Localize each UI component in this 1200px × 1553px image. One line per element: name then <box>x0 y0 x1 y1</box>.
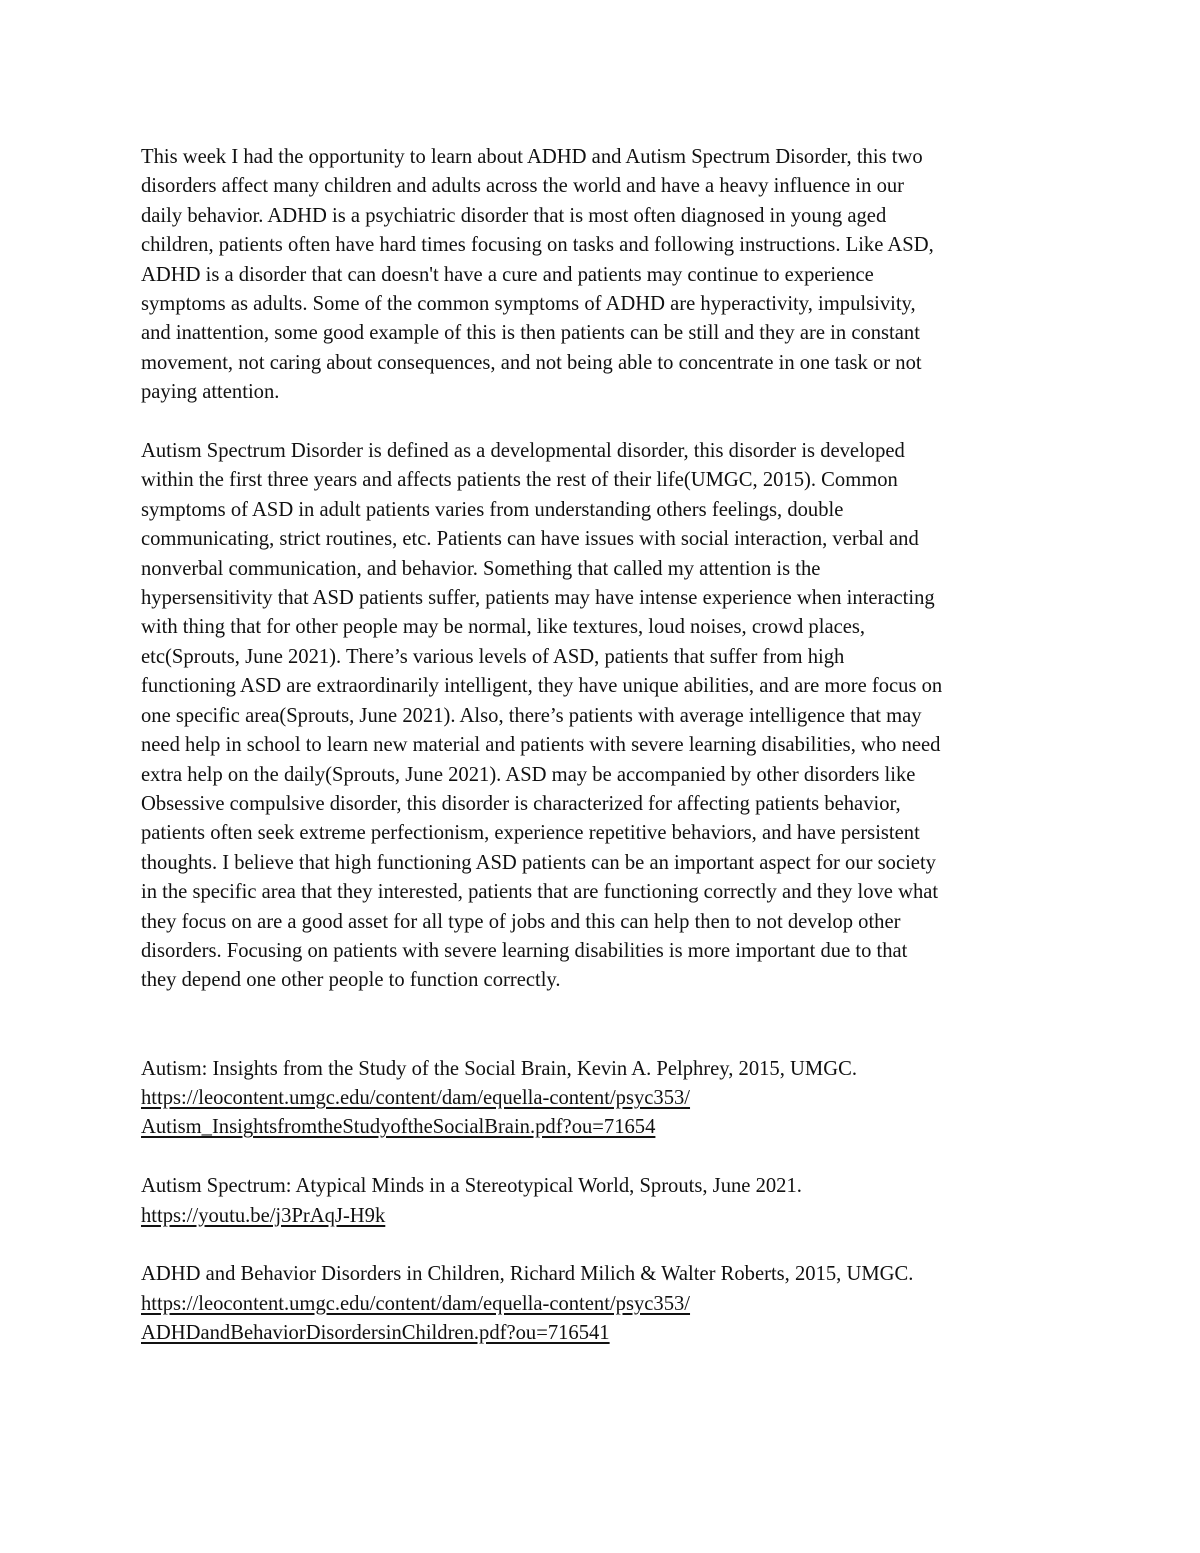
reference-3 <box>141 1260 1076 1348</box>
text-line: daily behavior. ADHD is a psychiatric disorder that is most often diagnosed in young aged <box>141 204 887 227</box>
reference-link[interactable]: https://leocontent.umgc.edu/content/dam/equella-content/psyc353/ <box>141 1292 691 1315</box>
text-line: paying attention. <box>141 381 280 404</box>
paragraph-adhd <box>141 143 1076 408</box>
reference-link[interactable]: https://youtu.be/j3PrAqJ-H9k <box>141 1204 386 1227</box>
reference-citation: ADHD and Behavior Disorders in Children, Richard Milich & Walter Roberts, 2015, UMGC. <box>141 1263 914 1286</box>
text-line: children, patients often have hard times focusing on tasks and following instructions. Like ASD, <box>141 234 934 257</box>
text-line: etc(Sprouts, June 2021). There’s various levels of ASD, patients that suffer from high <box>141 645 845 668</box>
reference-1 <box>141 1055 1076 1143</box>
reference-spacer <box>141 1231 1076 1260</box>
text-line: disorders. Focusing on patients with severe learning disabilities is more important due to that <box>141 939 908 962</box>
text-line: patients often seek extreme perfectionism, experience repetitive behaviors, and have persistent <box>141 822 920 845</box>
text-line: within the first three years and affects patients the rest of their life(UMGC, 2015). Common <box>141 469 898 492</box>
paragraph-asd <box>141 437 1076 996</box>
reference-link[interactable]: ADHDandBehaviorDisordersinChildren.pdf?ou=716541 <box>141 1322 610 1345</box>
text-line: extra help on the daily(Sprouts, June 2021). ASD may be accompanied by other disorders like <box>141 763 916 786</box>
reference-link[interactable]: Autism_InsightsfromtheStudyoftheSocialBrain.pdf?ou=71654 <box>141 1116 656 1139</box>
text-line: hypersensitivity that ASD patients suffer, patients may have intense experience when interacting <box>141 587 935 610</box>
text-line: symptoms as adults. Some of the common symptoms of ADHD are hyperactivity, impulsivity, <box>141 293 916 316</box>
reference-spacer <box>141 1143 1076 1172</box>
text-line: symptoms of ASD in adult patients varies from understanding others feelings, double <box>141 498 844 521</box>
text-line: they focus on are a good asset for all type of jobs and this can help then to not develop other <box>141 910 901 933</box>
text-line: Autism Spectrum Disorder is defined as a developmental disorder, this disorder is developed <box>141 440 905 463</box>
text-line: ADHD is a disorder that can doesn't have a cure and patients may continue to experience <box>141 263 874 286</box>
reference-link[interactable]: https://leocontent.umgc.edu/content/dam/equella-content/psyc353/ <box>141 1086 691 1109</box>
text-line: one specific area(Sprouts, June 2021). Also, there’s patients with average intelligence that may <box>141 704 922 727</box>
text-line: with thing that for other people may be normal, like textures, loud noises, crowd places, <box>141 616 866 639</box>
references-spacer <box>141 996 1076 1055</box>
text-line: This week I had the opportunity to learn about ADHD and Autism Spectrum Disorder, this two <box>141 146 923 168</box>
text-line: and inattention, some good example of this is then patients can be still and they are in constant <box>141 322 920 345</box>
document-body <box>141 143 1076 1349</box>
text-line: in the specific area that they interested, patients that are functioning correctly and they love what <box>141 881 939 904</box>
text-line: Obsessive compulsive disorder, this disorder is characterized for affecting patients behavior, <box>141 792 901 815</box>
reference-citation: Autism Spectrum: Atypical Minds in a Stereotypical World, Sprouts, June 2021. <box>141 1175 802 1198</box>
text-line: disorders affect many children and adults across the world and have a heavy influence in our <box>141 175 905 198</box>
text-line: movement, not caring about consequences, and not being able to concentrate in one task or not <box>141 351 922 374</box>
text-line: they depend one other people to function correctly. <box>141 969 561 992</box>
text-line: need help in school to learn new material and patients with severe learning disabilities, who need <box>141 734 941 757</box>
text-line: nonverbal communication, and behavior. Something that called my attention is the <box>141 557 821 580</box>
text-line: communicating, strict routines, etc. Patients can have issues with social interaction, verbal and <box>141 528 919 551</box>
text-line: thoughts. I believe that high functioning ASD patients can be an important aspect for our society <box>141 851 936 874</box>
paragraph-spacer <box>141 408 1076 437</box>
reference-2 <box>141 1172 1076 1231</box>
reference-citation: Autism: Insights from the Study of the Social Brain, Kevin A. Pelphrey, 2015, UMGC. <box>141 1057 857 1080</box>
text-line: functioning ASD are extraordinarily intelligent, they have unique abilities, and are more focus on <box>141 675 943 698</box>
